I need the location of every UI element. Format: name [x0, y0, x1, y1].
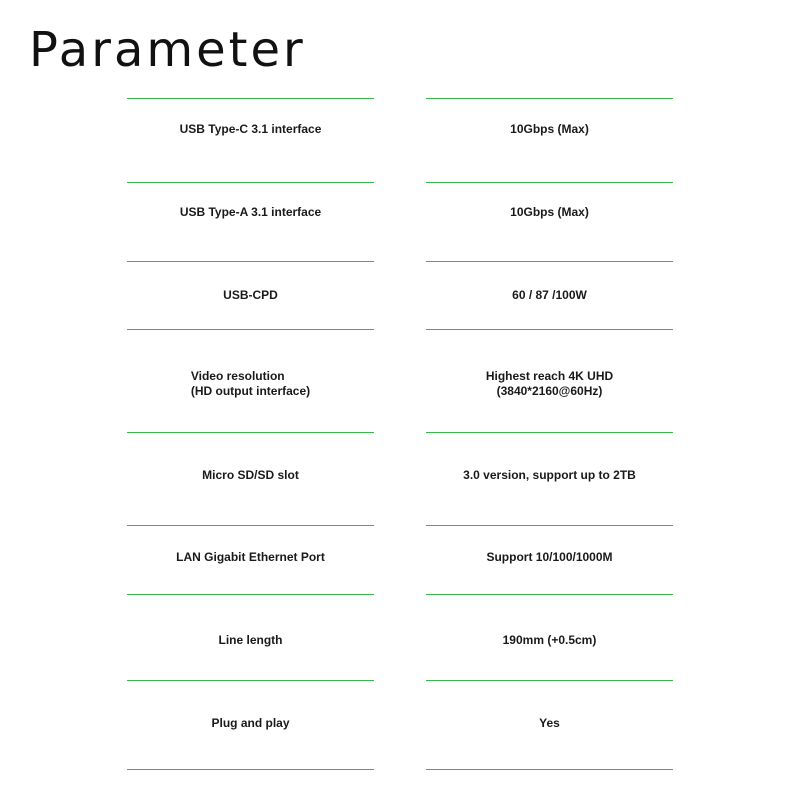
row-divider: [127, 594, 374, 595]
spec-value: [426, 464, 673, 486]
spec-label-text: LAN Gigabit Ethernet Port: [176, 549, 325, 564]
spec-value-text: Support 10/100/1000M: [486, 549, 613, 564]
row-divider: [127, 261, 374, 262]
spec-label-text: USB Type-C 3.1 interface: [179, 121, 322, 136]
row-divider: [127, 769, 374, 770]
spec-label: [127, 712, 374, 734]
row-divider: [127, 525, 374, 526]
spec-value-text: Highest reach 4K UHD (3840*2160@60Hz): [485, 369, 614, 398]
row-divider: [426, 769, 673, 770]
row-divider: [426, 525, 673, 526]
spec-value: [426, 368, 673, 400]
spec-label-text: Video resolution (HD output interface): [190, 369, 311, 398]
spec-value: [426, 546, 673, 568]
spec-value-text: 190mm (+0.5cm): [502, 632, 597, 647]
spec-value-text: 10Gbps (Max): [510, 204, 589, 219]
spec-label-text: USB Type-A 3.1 interface: [179, 204, 322, 219]
spec-value: [426, 118, 673, 140]
spec-value-text: 10Gbps (Max): [510, 121, 589, 136]
spec-value-text: 60 / 87 /100W: [512, 287, 587, 302]
spec-label-text: Plug and play: [211, 715, 290, 730]
row-divider: [127, 680, 374, 681]
row-divider: [426, 432, 673, 433]
page-title: Parameter: [29, 22, 306, 78]
spec-value-text: Yes: [539, 715, 560, 730]
spec-label: [127, 284, 374, 306]
row-divider: [127, 329, 374, 330]
spec-label-text: Line length: [218, 632, 283, 647]
row-divider: [127, 98, 374, 99]
spec-label-text: USB-CPD: [223, 287, 278, 302]
spec-value: [426, 284, 673, 306]
row-divider: [426, 98, 673, 99]
row-divider: [426, 261, 673, 262]
row-divider: [426, 329, 673, 330]
spec-label-text: Micro SD/SD slot: [202, 467, 299, 482]
row-divider: [426, 594, 673, 595]
spec-value: [426, 629, 673, 651]
row-divider: [426, 680, 673, 681]
row-divider: [127, 182, 374, 183]
spec-label: [127, 464, 374, 486]
spec-value-text: 3.0 version, support up to 2TB: [463, 467, 636, 482]
spec-label: [127, 201, 374, 223]
spec-label: [127, 368, 374, 400]
spec-label: [127, 118, 374, 140]
row-divider: [426, 182, 673, 183]
spec-value: [426, 712, 673, 734]
spec-value: [426, 201, 673, 223]
spec-label: [127, 546, 374, 568]
spec-label: [127, 629, 374, 651]
row-divider: [127, 432, 374, 433]
